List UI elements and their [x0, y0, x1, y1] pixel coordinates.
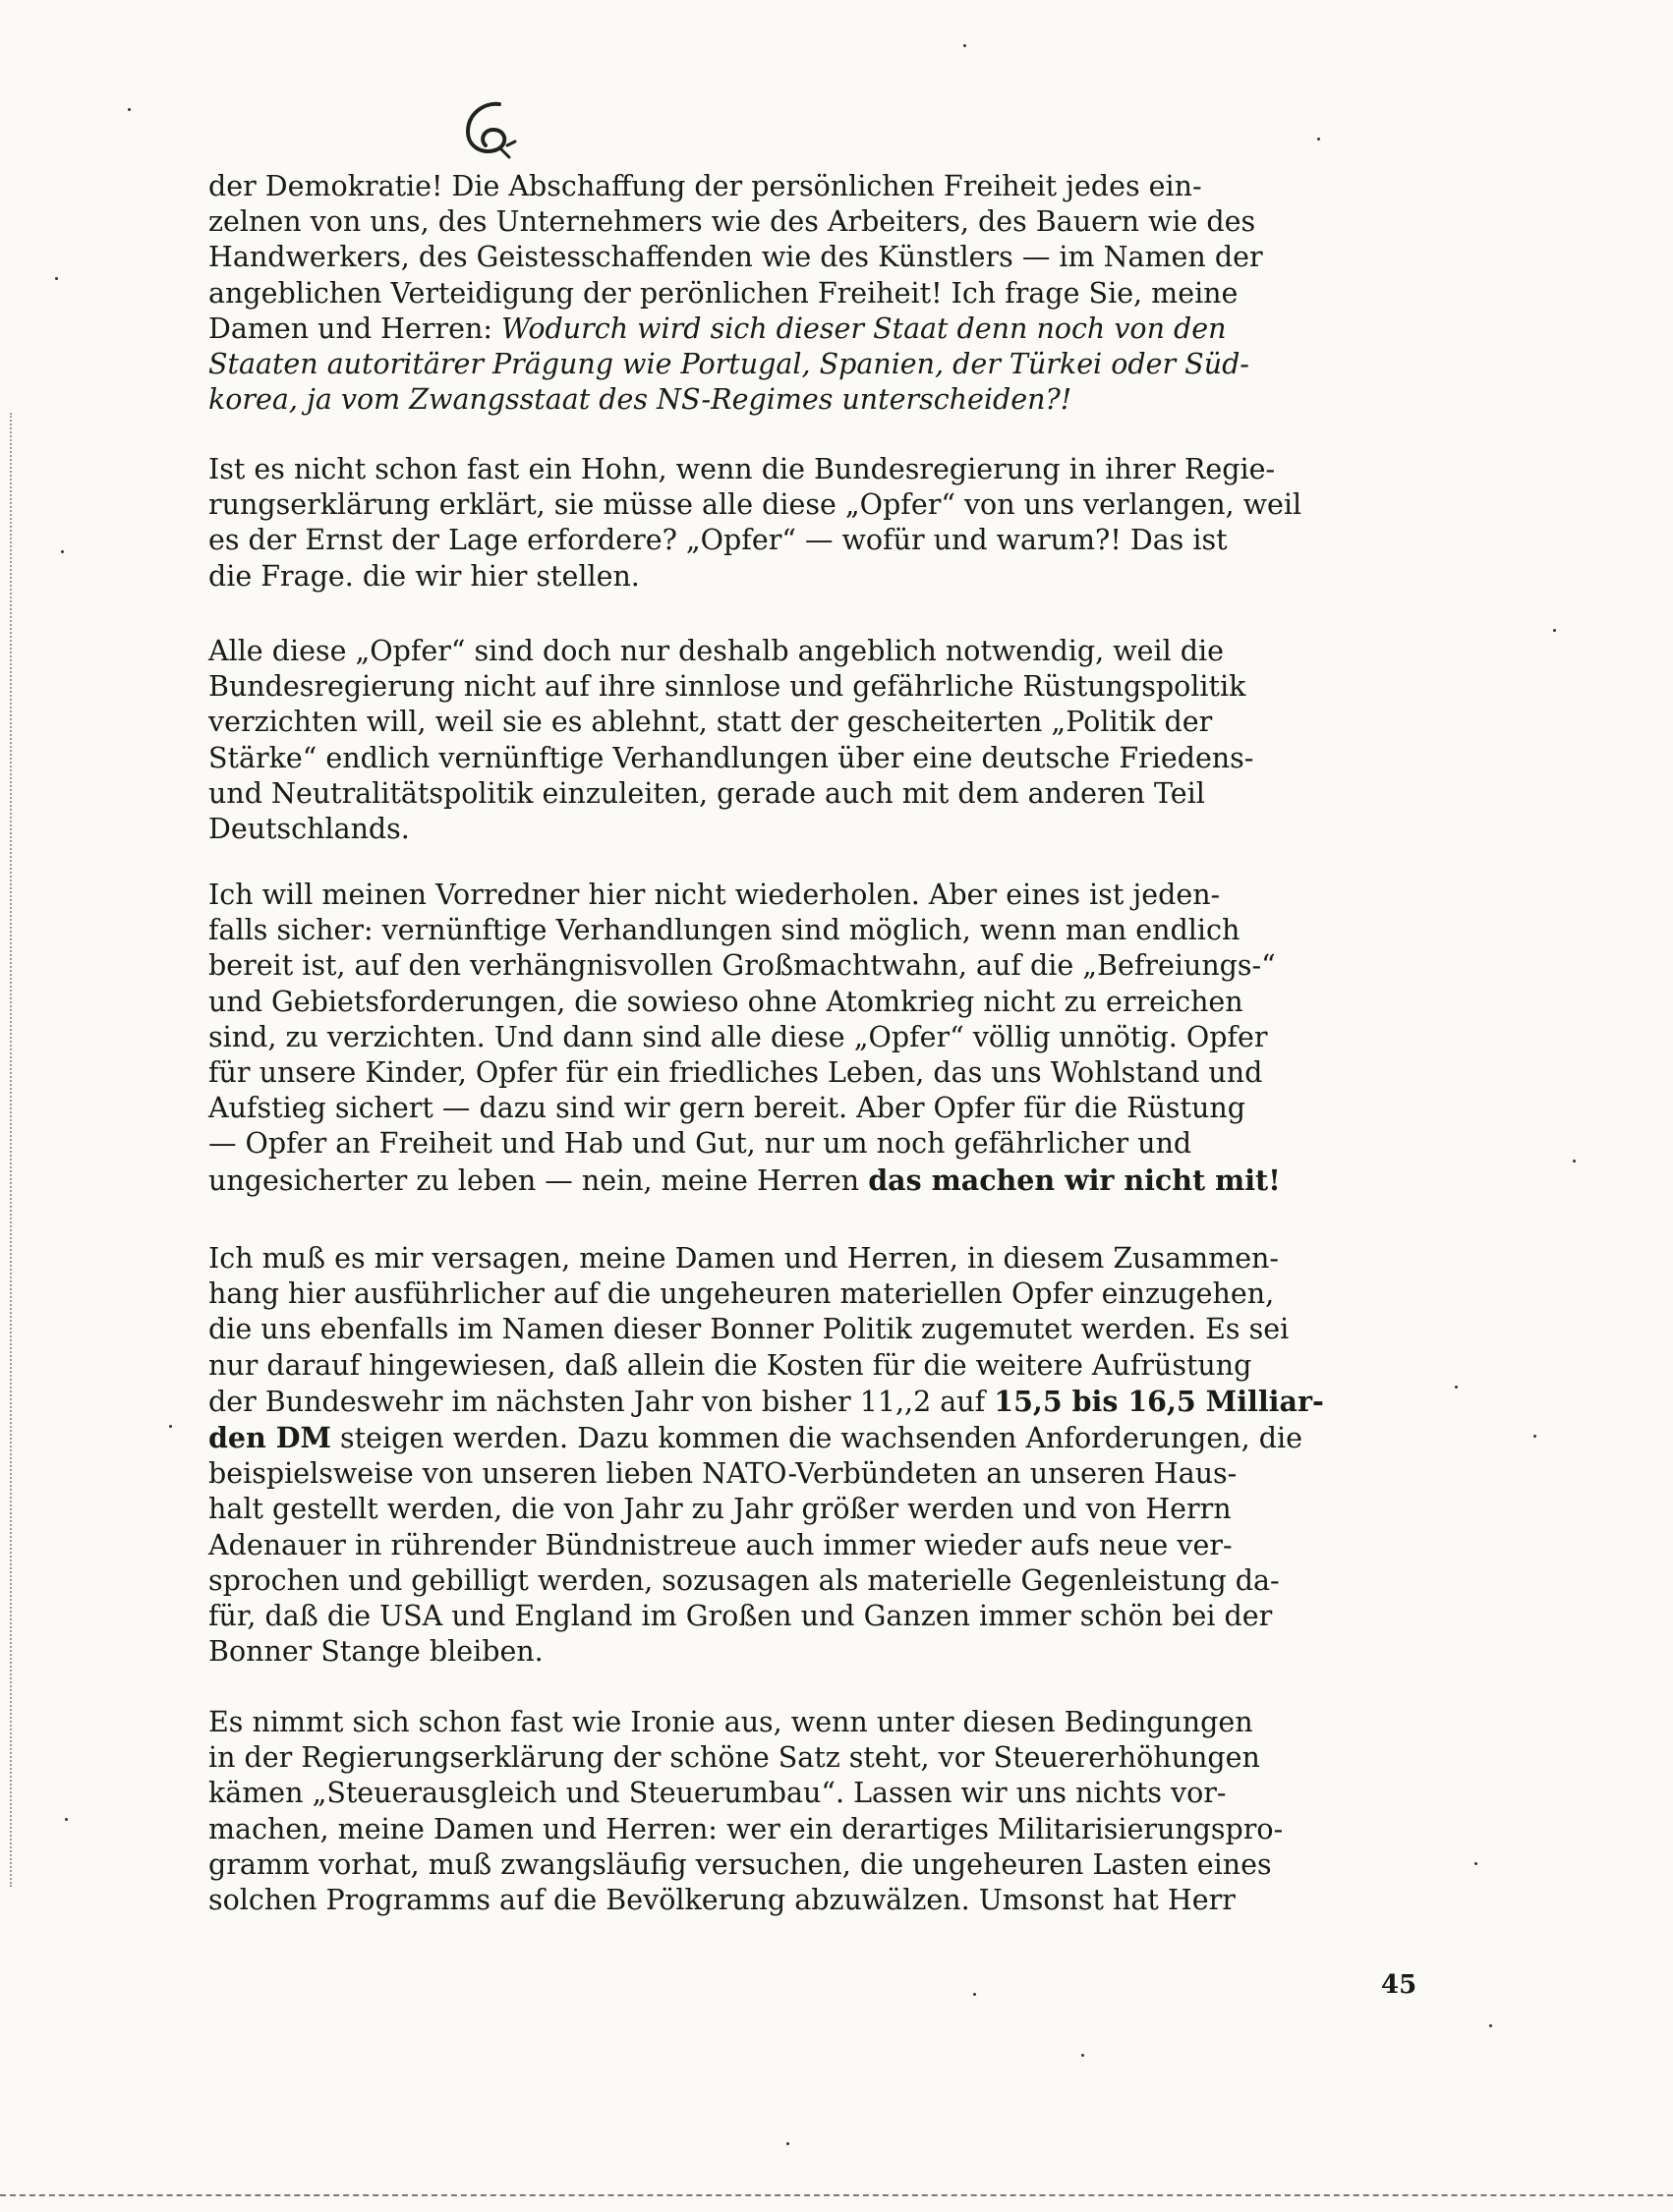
paragraph-3 [208, 634, 1383, 847]
scan-speck [169, 1425, 172, 1428]
bold-text: den DM [208, 1421, 331, 1455]
text-line: die Frage. die wir hier stellen. [208, 559, 640, 593]
emphasis-text: Wodurch wird sich dieser Staat denn noch von den [501, 312, 1227, 345]
text-line: beispielsweise von unseren lieben NATO-Verbündeten an unseren Haus- [208, 1457, 1238, 1491]
bold-text: das machen wir nicht mit! [868, 1163, 1281, 1197]
text-line: verzichten will, weil sie es ablehnt, statt der gescheiterten „Politik der [208, 706, 1213, 739]
scan-speck [1489, 2024, 1492, 2027]
text-line: machen, meine Damen und Herren: wer ein derartiges Militarisierungspro- [208, 1812, 1284, 1845]
text-line: Bonner Stange bleiben. [208, 1635, 544, 1669]
text-line: sind, zu verzichten. Und dann sind alle diese „Opfer“ völlig unnötig. Opfer [208, 1020, 1268, 1053]
text-line: angeblichen Verteidigung der perönlichen Freiheit! Ich frage Sie, meine [208, 276, 1239, 310]
scan-speck [1455, 1386, 1458, 1389]
text-line: es der Ernst der Lage erfordere? „Opfer“ — wofür und warum?! Das ist [208, 524, 1228, 557]
text-line: und Neutralitätspolitik einzuleiten, gerade auch mit dem anderen Teil [208, 776, 1205, 810]
scan-speck [963, 44, 966, 47]
scan-speck [1573, 1160, 1576, 1163]
text-run: ungesicherter zu leben — nein, meine Herren [208, 1163, 869, 1197]
text-line: falls sicher: vernünftige Verhandlungen sind möglich, wenn man endlich [208, 914, 1240, 947]
text-line [208, 1384, 1383, 1420]
paragraph-5 [208, 1241, 1383, 1670]
text-line: solchen Programms auf die Bevölkerung abzuwälzen. Umsonst hat Herr [208, 1884, 1236, 1917]
scan-speck [1533, 1435, 1536, 1438]
scan-speck [55, 277, 58, 280]
scan-speck [1081, 2054, 1084, 2057]
text-line: bereit ist, auf den verhängnisvollen Großmachtwahn, auf die „Befreiungs-“ [208, 949, 1276, 983]
text-line: Stärke“ endlich vernünftige Verhandlungen über eine deutsche Friedens- [208, 741, 1254, 774]
text-run: steigen werden. Dazu kommen die wachsenden Anforderungen, die [330, 1422, 1302, 1455]
text-line: Ich will meinen Vorredner hier nicht wiederholen. Aber eines ist jeden- [208, 879, 1221, 911]
text-line: Bundesregierung nicht auf ihre sinnlose und gefährliche Rüstungspolitik [208, 670, 1246, 704]
paragraph-6 [208, 1705, 1383, 1918]
text-line: rungserklärung erklärt, sie müsse alle diese „Opfer“ von uns verlangen, weil [208, 488, 1302, 522]
scan-speck [973, 1993, 976, 1996]
text-run: der Bundeswehr im nächsten Jahr von bisher 11,,2 auf [208, 1385, 995, 1418]
scan-speck [1317, 138, 1320, 141]
bold-text: 15,5 bis 16,5 Milliar- [994, 1384, 1324, 1418]
text-line [208, 312, 1383, 347]
text-line: Ist es nicht schon fast ein Hohn, wenn die Bundesregierung in ihrer Regie- [208, 453, 1276, 485]
text-line: nur darauf hingewiesen, daß allein die Kosten für die weitere Aufrüstung [208, 1348, 1252, 1382]
paragraph-4 [208, 878, 1383, 1199]
text-line: sprochen und gebilligt werden, sozusagen als materielle Gegenleistung da- [208, 1563, 1280, 1597]
text-line: für unsere Kinder, Opfer für ein friedliches Leben, das uns Wohlstand und [208, 1056, 1263, 1090]
scan-speck [786, 2142, 789, 2145]
text-line: Ich muß es mir versagen, meine Damen und Herren, in diesem Zusammen- [208, 1242, 1280, 1275]
text-line: für, daß die USA und England im Großen und Ganzen immer schön bei der [208, 1600, 1273, 1633]
text-line: — Opfer an Freiheit und Hab und Gut, nur um noch gefährlicher und [208, 1127, 1192, 1161]
scan-bottom-edge [0, 2194, 1673, 2196]
text-line: kämen „Steuerausgleich und Steuerumbau“. Lassen wir uns nichts vor- [208, 1777, 1227, 1810]
text-line: in der Regierungserklärung der schöne Satz steht, vor Steuererhöhungen [208, 1741, 1260, 1775]
text-line: die uns ebenfalls im Namen dieser Bonner Politik zugemutet werden. Es sei [208, 1313, 1290, 1346]
scan-speck [128, 108, 131, 111]
emphasis-line: korea, ja vom Zwangsstaat des NS-Regimes unterscheiden?! [208, 383, 1072, 417]
text-line: gramm vorhat, muß zwangsläufig versuchen, die ungeheuren Lasten eines [208, 1847, 1272, 1881]
page-number: 45 [1381, 1970, 1417, 2000]
text-line [208, 1163, 1383, 1199]
text-line: der Demokratie! Die Abschaffung der persönlichen Freiheit jedes ein- [208, 170, 1202, 202]
text-line: Handwerkers, des Geistesschaffenden wie des Künstlers — im Namen der [208, 241, 1263, 274]
text-line: Alle diese „Opfer“ sind doch nur deshalb angeblich notwendig, weil die [208, 635, 1225, 667]
text-line: halt gestellt werden, die von Jahr zu Jahr größer werden und von Herrn [208, 1493, 1232, 1526]
text-line: Es nimmt sich schon fast wie Ironie aus, wenn unter diesen Bedingungen [208, 1706, 1253, 1738]
scan-speck [1474, 1862, 1477, 1865]
scan-speck [65, 1818, 68, 1821]
paragraph-1 [208, 169, 1383, 418]
text-run: Damen und Herren: [208, 312, 502, 345]
scan-edge-mark [10, 413, 12, 1887]
text-line: hang hier ausführlicher auf die ungeheuren materiellen Opfer einzugehen, [208, 1277, 1275, 1311]
text-line [208, 1420, 1383, 1456]
emphasis-line: Staaten autoritärer Prägung wie Portugal, Spanien, der Türkei oder Süd- [208, 348, 1249, 381]
scan-speck [61, 550, 64, 553]
text-line: Adenauer in rührender Bündnistreue auch immer wieder aufs neue ver- [208, 1528, 1233, 1561]
text-line: Aufstieg sichert — dazu sind wir gern bereit. Aber Opfer für die Rüstung [208, 1092, 1245, 1125]
text-line: Deutschlands. [208, 813, 410, 846]
paragraph-2 [208, 452, 1383, 595]
scan-speck [1553, 629, 1556, 632]
text-line: zelnen von uns, des Unternehmers wie des Arbeiters, des Bauern wie des [208, 205, 1256, 239]
handwritten-page-mark [454, 96, 525, 167]
text-line: und Gebietsforderungen, die sowieso ohne Atomkrieg nicht zu erreichen [208, 985, 1243, 1018]
